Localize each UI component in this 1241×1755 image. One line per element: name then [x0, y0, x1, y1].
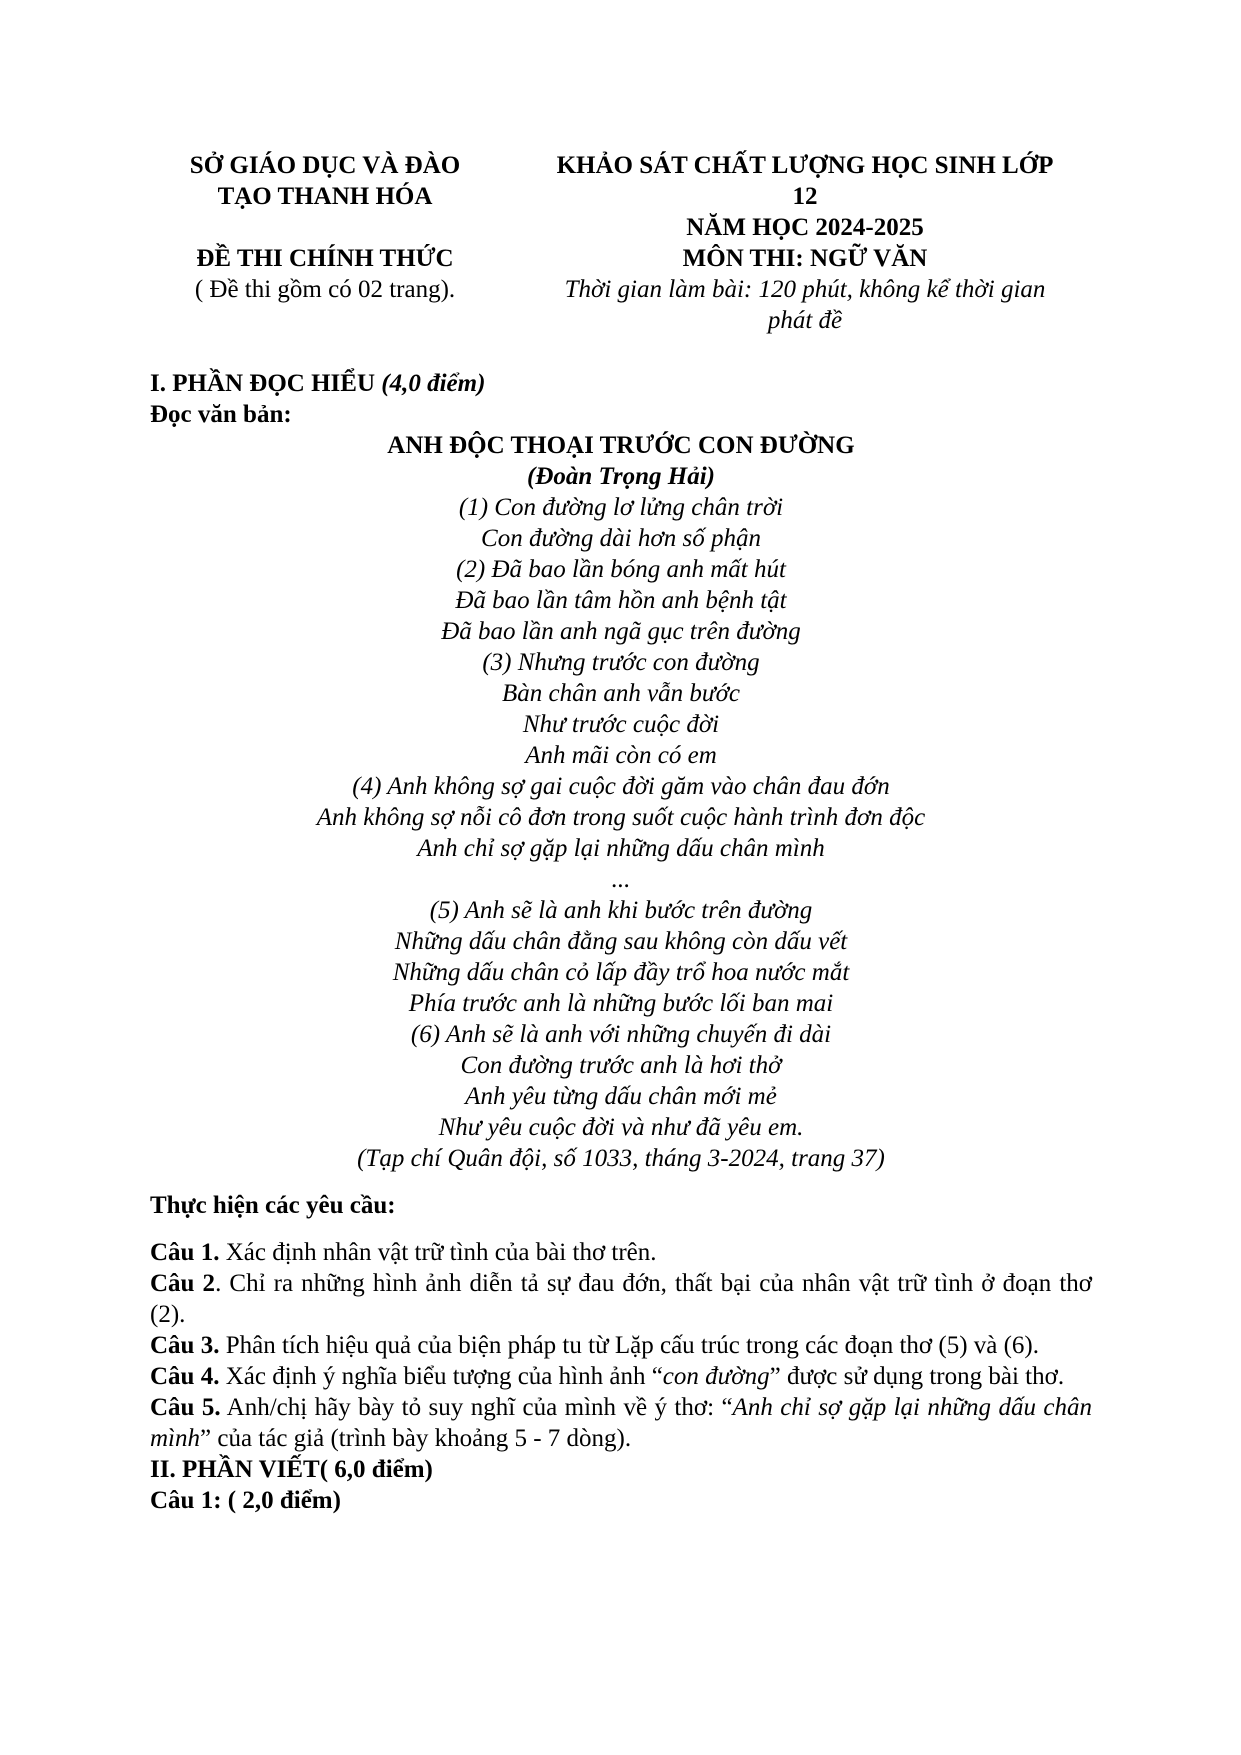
poem-line: (2) Đã bao lần bóng anh mất hút [456, 556, 786, 583]
question-1-label: Câu 1. [150, 1239, 220, 1266]
section-2-heading: II. PHẦN VIẾT( 6,0 điểm) [150, 1456, 433, 1483]
section-1-heading: I. PHẦN ĐỌC HIỂU (4,0 điểm) [150, 370, 486, 397]
poem-title: ANH ĐỘC THOẠI TRƯỚC CON ĐƯỜNG [387, 432, 855, 459]
poem-line: (6) Anh sẽ là anh với những chuyến đi dài [410, 1021, 832, 1048]
poem-line: (3) Nhưng trước con đường [482, 649, 760, 676]
poem-line: Con đường dài hơn số phận [481, 525, 761, 552]
question-2: Câu 2. Chỉ ra những hình ảnh diễn tả sự đau đớn, thất bại của nhân vật trữ tình ở đoạn thơ (2). [150, 1270, 1092, 1328]
poem-line: Anh không sợ nỗi cô đơn trong suốt cuộc hành trình đơn độc [316, 804, 926, 831]
poem-line: Anh mãi còn có em [525, 742, 717, 769]
poem-line: (1) Con đường lơ lửng chân trời [458, 494, 784, 521]
poem-line: Những dấu chân đằng sau không còn dấu vết [394, 928, 848, 955]
section-1-points: (4,0 điểm) [381, 370, 486, 397]
page-count-note: ( Đề thi gồm có 02 trang). [194, 276, 456, 303]
tasks-label: Thực hiện các yêu cầu: [150, 1192, 396, 1219]
poem-line: (5) Anh sẽ là anh khi bước trên đường [429, 897, 813, 924]
poem-line: Anh chỉ sợ gặp lại những dấu chân mình [417, 835, 825, 862]
question-1: Câu 1. Xác định nhân vật trữ tình của bài thơ trên. [150, 1239, 657, 1266]
poem-line: Phía trước anh là những bước lối ban mai [408, 990, 834, 1017]
question-3-label: Câu 3. [150, 1332, 220, 1359]
exam-title-block [515, 150, 1095, 336]
issuer-line-1: SỞ GIÁO DỤC VÀ ĐÀO [189, 152, 461, 179]
poem-line: Như trước cuộc đời [522, 711, 720, 738]
time-limit-line-1: Thời gian làm bài: 120 phút, không kể thời gian [564, 276, 1046, 303]
official-exam-label: ĐỀ THI CHÍNH THỨC [196, 245, 454, 272]
read-text-label: Đọc văn bản: [150, 401, 292, 428]
school-year: NĂM HỌC 2024-2025 [686, 214, 924, 241]
issuer-block [150, 150, 500, 305]
poem-line: Con đường trước anh là hơi thở [460, 1052, 782, 1079]
issuer-line-2: TẠO THANH HÓA [217, 183, 433, 210]
poem-line: Những dấu chân cỏ lấp đầy trổ hoa nước mắt [392, 959, 850, 986]
exam-title-line-1: KHẢO SÁT CHẤT LƯỢNG HỌC SINH LỚP [556, 152, 1054, 179]
poem-line: Anh yêu từng dấu chân mới mẻ [465, 1083, 777, 1110]
poem-line: Đã bao lần anh ngã gục trên đường [441, 618, 801, 645]
poem-line: ... [611, 866, 631, 893]
exam-body [150, 368, 1092, 1516]
section-2-question-1: Câu 1: ( 2,0 điểm) [150, 1487, 341, 1514]
exam-title-line-2: 12 [792, 183, 818, 210]
subject: MÔN THI: NGỮ VĂN [682, 245, 928, 272]
time-limit-line-2: phát đề [767, 307, 843, 334]
poem-line: (4) Anh không sợ gai cuộc đời găm vào chân đau đớn [352, 773, 890, 800]
question-4: Câu 4. Xác định ý nghĩa biểu tượng của hình ảnh “con đường” được sử dụng trong bài thơ. [150, 1363, 1065, 1390]
question-5-label: Câu 5. [150, 1394, 221, 1421]
poem [150, 430, 1092, 1174]
poem-line: Bàn chân anh vẫn bước [501, 680, 741, 707]
poem-source: (Tạp chí Quân đội, số 1033, tháng 3-2024, trang 37) [357, 1145, 885, 1172]
question-3: Câu 3. Phân tích hiệu quả của biện pháp tu từ Lặp cấu trúc trong các đoạn thơ (5) và (6). [150, 1332, 1040, 1359]
poem-line: Đã bao lần tâm hồn anh bệnh tật [455, 587, 787, 614]
question-5: Câu 5. Anh/chị hãy bày tỏ suy nghĩ của mình về ý thơ: “Anh chỉ sợ gặp lại những dấu chân mình” của tác giả (trình bày khoảng 5 - 7 dòng). [150, 1394, 1092, 1452]
poem-author: (Đoàn Trọng Hải) [527, 463, 715, 490]
poem-line: Như yêu cuộc đời và như đã yêu em. [438, 1114, 804, 1141]
question-2-label: Câu 2 [150, 1270, 216, 1297]
question-4-label: Câu 4. [150, 1363, 220, 1390]
